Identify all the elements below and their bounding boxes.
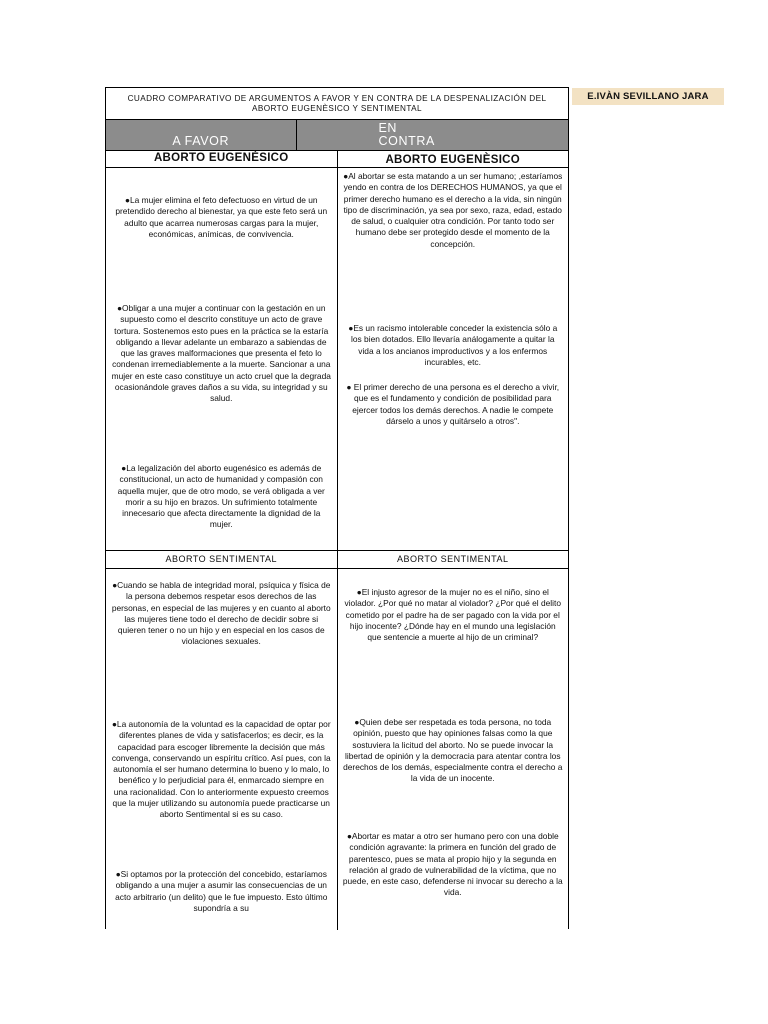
- section-title-favor-sentimental: ABORTO SENTIMENTAL: [165, 553, 278, 564]
- favor-sentimental-arg-1: ●Cuando se habla de integridad moral, psíquica y física de la persona debemos respetar esos derechos de las personas, en especial de las mujeres y en cuanto al aborto las mujeres tiene todo el derecho de decidir sobre si quieren tener o no un hijo y en especial en los casos de violaciones sexuales.: [111, 580, 331, 647]
- section-title-contra-eugenesico: ABORTO EUGENÈSICO: [337, 151, 569, 167]
- favor-sentimental-arg-2: ●La autonomía de la voluntad es la capacidad de optar por diferentes planes de vida y satisfacerlos; es decir, es la capacidad para escoger libremente la decisión que más convenga, conservando un espíritu crítico. Así pues, con la autonomía el ser humano determina lo bueno y lo malo, lo benéfico y lo perjudicial para él, enmarcado siempre en una racionalidad. Con lo anteriormente expuesto creemos que la mujer utilizando su autonomía puede practicarse un aborto Sentimental si es su caso.: [111, 719, 331, 820]
- contra-eugenesico-arg-2: ●Es un racismo intolerable conceder la existencia sólo a los bien dotados. Ello llevaría análogamente a quitar la vida a los ancianos improductivos y a los enfermos incurables, etc.: [348, 323, 558, 367]
- contra-eugenesico-arg-1: ●Al abortar se esta matando a un ser humano; ,estaríamos yendo en contra de los DERECHOS HUMANOS, ya que el primer derecho humano es el derecho a la vida, sin ningún tipo de discriminación, ya sea por sexo, raza, edad, estado de salud, o cualquier otra condición. Por tanto todo ser humano debe ser protegido desde el momento de la concepción.: [343, 171, 563, 249]
- section-title-contra-sentimental: ABORTO SENTIMENTAL: [337, 551, 569, 568]
- favor-eugenesico-column: [106, 168, 337, 550]
- section-sentimental-header-row: [106, 551, 568, 569]
- contra-sentimental-arg-3: ●Abortar es matar a otro ser humano pero con una doble condición agravante: la primera en función del grado de parentesco, pues se mata al propio hijo y la segunda en relación al grado de vulnerabilidad de la víctima, que no puede, en este caso, defenderse ni invocar su derecho a la vida.: [342, 831, 563, 898]
- favor-eugenesico-arg-1: ●La mujer elimina el feto defectuoso en virtud de un pretendido derecho al bienestar, ya que este feto será un adulto que acarrea numerosas cargas para la mujer, económicas, anímicas, de convivencia.: [115, 195, 328, 239]
- section-eugenesico-body: [106, 168, 568, 551]
- document-title: CUADRO COMPARATIVO DE ARGUMENTOS A FAVOR Y EN CONTRA DE LA DESPENALIZACIÓN DEL ABORTO EUGENÈSICO Y SENTIMENTAL: [106, 88, 568, 120]
- favor-sentimental-column: [106, 569, 337, 930]
- comparison-table: [105, 87, 569, 929]
- section-title-favor-eugenesico: ABORTO EUGENÈSICO: [153, 152, 289, 165]
- contra-sentimental-column: [337, 569, 569, 930]
- contra-sentimental-arg-2: ●Quien debe ser respetada es toda persona, no toda opinión, puesto que hay opiniones falsas como la que sostuviera la licitud del aborto. No se puede invocar la libertad de opinión y la democracia para atentar contra los derechos de los demás, especialmente contra el derecho a la vida de un inocente.: [343, 717, 563, 784]
- contra-sentimental-arg-1: ●El injusto agresor de la mujer no es el niño, sino el violador. ¿Por qué no matar al violador? ¿Por qué el delito cometido por el padre ha de ser pagado con la vida por el hijo inocente? ¿Dónde hay en el mundo una legislación que sentencie a muerte al hijo de un criminal?: [344, 587, 561, 643]
- column-headers: [106, 120, 568, 151]
- section-sentimental-body: [106, 569, 568, 930]
- author-label: E.IVÀN SEVILLANO JARA: [572, 88, 724, 105]
- header-a-favor: A FAVOR: [106, 120, 296, 150]
- section-eugenesico-header-row: [106, 151, 568, 168]
- header-en-contra: [296, 120, 569, 150]
- favor-eugenesico-arg-2: ●Obligar a una mujer a continuar con la gestación en un supuesto como el descrito constituye un acto de grave tortura. Sostenemos esto pues en la práctica se la estaría obligando a llevar adelante un embarazo a sabiendas de que las graves malformaciones que presenta el feto lo condenan irremediablemente a la muerte. Sancionar a una mujer en este caso constituye un acto cruel que la degrada ocasionándole graves daños a su vida, su integridad y su salud.: [111, 303, 331, 404]
- favor-eugenesico-arg-3: ●La legalización del aborto eugenésico es además de constitucional, un acto de humanidad y compasión con aquella mujer, que de otro modo, se verá obligada a ver morir a su hijo en brazos. Un sufrimiento totalmente innecesario que afecta directamente la dignidad de la mujer.: [117, 463, 325, 530]
- favor-sentimental-arg-3: ●Si optamos por la protección del concebido, estaríamos obligando a una mujer a asumir las consecuencias de un acto arbitrario (un delito) que le fue impuesto. Esto último supondría a su: [115, 869, 328, 913]
- contra-eugenesico-column: [337, 168, 569, 550]
- header-en-contra-line1: EN: [378, 121, 398, 135]
- header-en-contra-line2: CONTRA: [378, 134, 435, 148]
- contra-eugenesico-arg-3: ● El primer derecho de una persona es el derecho a vivir, que es el fundamento y condición de posibilidad para ejercer todos los demás derechos. A nadie le compete dárselo a unos y quitárselo a otros".: [346, 382, 560, 426]
